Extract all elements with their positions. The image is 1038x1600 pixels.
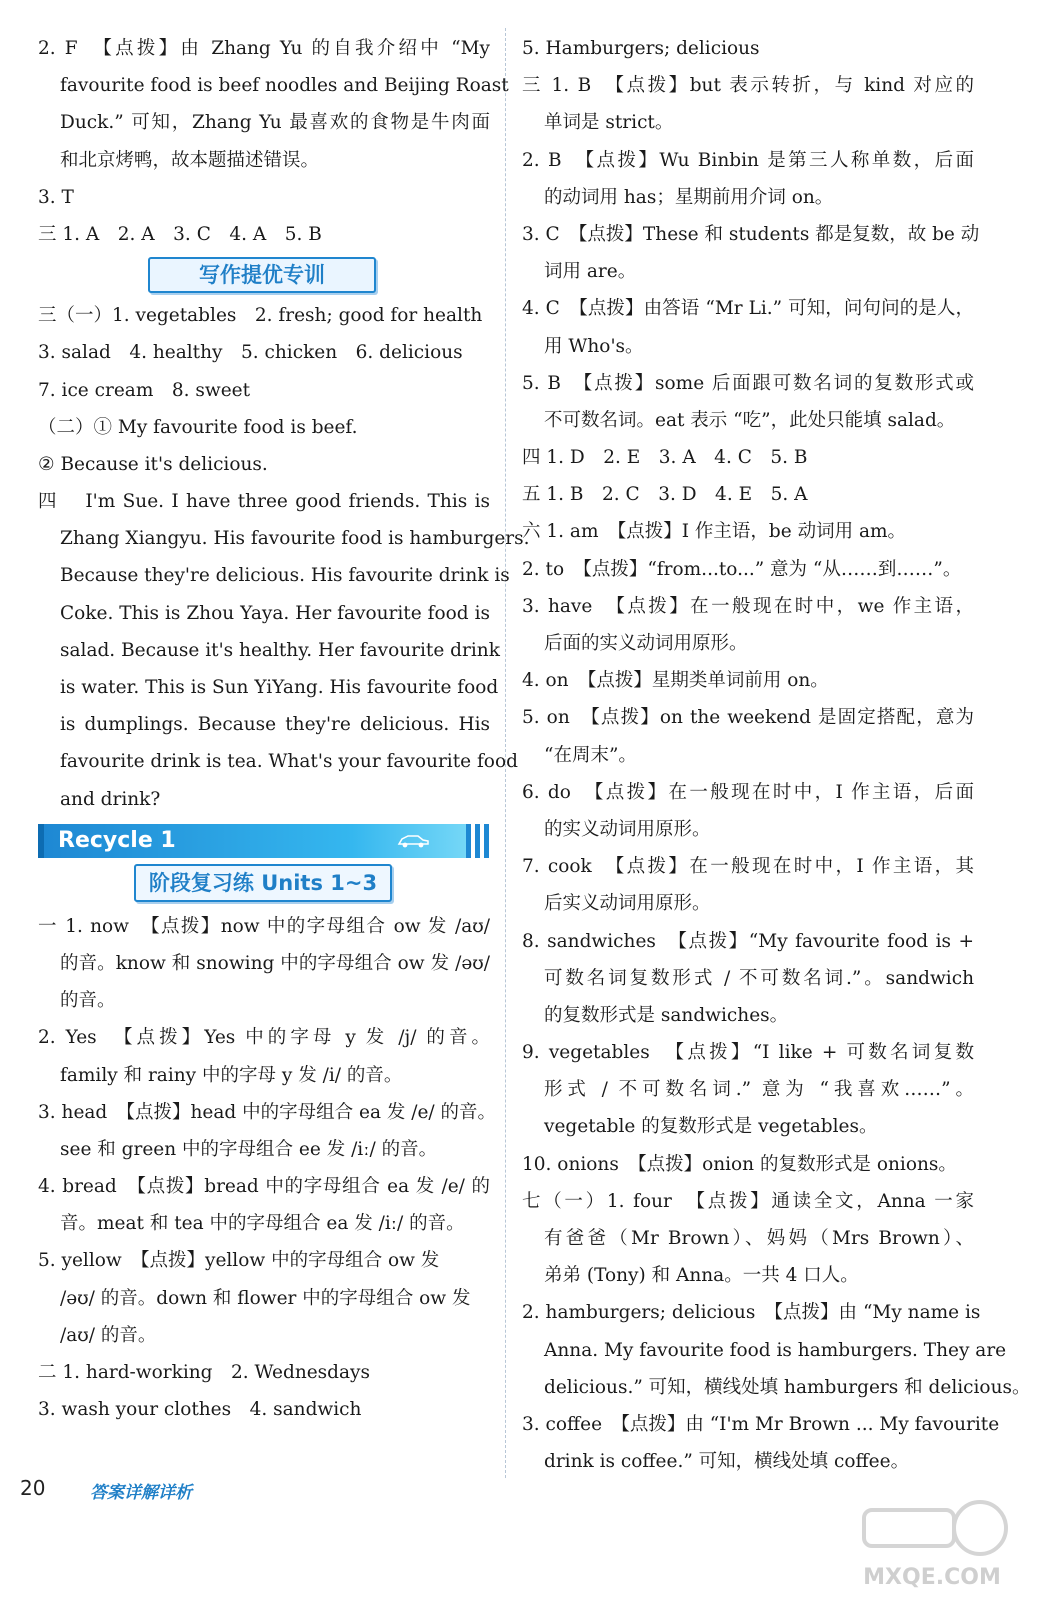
answer-line: favourite food is beef noodles and Beijing Roast xyxy=(60,75,509,97)
answer-line: ② Because it's delicious. xyxy=(38,453,268,475)
answer-line: Anna. My favourite food is hamburgers. They are xyxy=(544,1339,1007,1361)
essay-line: is water. This is Sun YiYang. His favourite food xyxy=(60,677,499,698)
answer-line: 弟弟 (Tony) 和 Anna。一共 4 口人。 xyxy=(544,1265,859,1287)
answer-line: 3. wash your clothes 4. sandwich xyxy=(38,1399,362,1421)
answer-line: 3. salad 4. healthy 5. chicken 6. delicious xyxy=(38,342,463,364)
answer-line: vegetable 的复数形式是 vegetables。 xyxy=(544,1116,878,1138)
answer-line: 三 1. B 【点拨】but 表示转折，与 kind 对应的 xyxy=(522,75,974,97)
answer-line: Duck.” 可知，Zhang Yu 最喜欢的食物是牛肉面 xyxy=(60,112,490,134)
answer-line: 单词是 strict。 xyxy=(544,112,674,134)
answer-line: 3. T xyxy=(38,186,74,208)
answer-line: 一 1. now 【点拨】now 中的字母组合 ow 发 /aʊ/ xyxy=(38,915,490,937)
answer-line: 3. C 【点拨】These 和 students 都是复数，故 be 动 xyxy=(522,223,980,245)
answer-line: 五 1. B 2. C 3. D 4. E 5. A xyxy=(522,484,808,506)
section-banner-stage-review: 阶段复习练 Units 1~3 xyxy=(134,864,392,902)
answer-line: 的动词用 has；星期前用介词 on。 xyxy=(544,186,834,208)
answer-line: 3. head 【点拨】head 中的字母组合 ea 发 /e/ 的音。 xyxy=(38,1101,497,1123)
stage-banner-row xyxy=(38,862,490,908)
writing-banner-row xyxy=(38,253,490,297)
answer-line: 10. onions 【点拨】onion 的复数形式是 onions。 xyxy=(522,1153,957,1175)
answer-line: 和北京烤鸭，故本题描述错误。 xyxy=(60,149,320,171)
essay-line: favourite drink is tea. What's your favourite food xyxy=(60,751,518,773)
answer-line: 2. F 【点拨】由 Zhang Yu 的自我介绍中 “My xyxy=(38,38,490,59)
left-column xyxy=(38,30,530,1428)
answer-line: 的音。 xyxy=(60,990,116,1012)
answer-line: 5. Hamburgers; delicious xyxy=(522,38,760,59)
answer-line: 2. B 【点拨】Wu Binbin 是第三人称单数，后面 xyxy=(522,149,974,171)
watermark-text: MXQE.COM xyxy=(863,1565,1001,1590)
answer-line: 3. have 【点拨】在一般现在时中，we 作主语， xyxy=(522,595,974,617)
answer-line: 4. C 【点拨】由答语 “Mr Li.” 可知，问句问的是人， xyxy=(522,298,974,320)
recycle-banner-row xyxy=(38,822,490,862)
answer-line: /aʊ/ 的音。 xyxy=(60,1324,157,1346)
answer-line: 四 1. D 2. E 3. A 4. C 5. B xyxy=(522,447,808,469)
answer-line: family 和 rainy 中的字母 y 发 /i/ 的音。 xyxy=(60,1064,403,1086)
answer-line: 6. do 【点拨】在一般现在时中，I 作主语，后面 xyxy=(522,781,974,803)
answer-line: 4. bread 【点拨】bread 中的字母组合 ea 发 /e/ 的 xyxy=(38,1176,490,1198)
right-column xyxy=(522,30,1031,1480)
answer-line: 三（一）1. vegetables 2. fresh; good for health xyxy=(38,305,483,327)
essay-line: and drink? xyxy=(60,788,161,810)
answer-line: 4. on 【点拨】星期类单词前用 on。 xyxy=(522,670,829,692)
answer-line: 的实义动词用原形。 xyxy=(544,818,711,840)
answer-line: 用 Who's。 xyxy=(544,335,644,357)
answer-line: 二 1. hard-working 2. Wednesdays xyxy=(38,1362,370,1383)
answer-line: see 和 green 中的字母组合 ee 发 /iː/ 的音。 xyxy=(60,1138,438,1160)
answer-line: 3. coffee 【点拨】由 “I'm Mr Brown ... My favourite xyxy=(522,1413,1000,1435)
answer-line: 8. sandwiches 【点拨】“My favourite food is + xyxy=(522,930,974,952)
answer-line: 5. B 【点拨】some 后面跟可数名词的复数形式或 xyxy=(522,372,974,394)
section-banner-writing: 写作提优专训 xyxy=(148,257,376,293)
essay-line: is dumplings. Because they're delicious. His xyxy=(60,714,490,736)
site-watermark xyxy=(852,1496,1012,1592)
essay-line: Because they're delicious. His favourite drink is xyxy=(60,565,510,587)
answer-line: 2. to 【点拨】“from...to...” 意为 “从……到……”。 xyxy=(522,558,962,580)
car-icon xyxy=(396,834,430,848)
answer-line: 词用 are。 xyxy=(544,261,637,283)
answer-line: “在周末”。 xyxy=(544,744,637,766)
answer-line: 音。meat 和 tea 中的字母组合 ea 发 /iː/ 的音。 xyxy=(60,1213,465,1235)
recycle-banner-stripes xyxy=(466,824,492,858)
answer-line: 7. ice cream 8. sweet xyxy=(38,379,251,401)
answer-line: 不可数名词。eat 表示 “吃”，此处只能填 salad。 xyxy=(544,409,956,431)
footer-brand: 答案详解详析 xyxy=(90,1483,192,1503)
answer-line: 7. cook 【点拨】在一般现在时中，I 作主语，其 xyxy=(522,856,974,878)
answer-line: 形式 / 不可数名词.” 意为 “我喜欢……”。 xyxy=(544,1079,974,1101)
answer-line: （二）① My favourite food is beef. xyxy=(38,416,358,438)
watermark-logo-icon xyxy=(852,1496,1012,1562)
essay-line: 四 I'm Sue. I have three good friends. This is xyxy=(38,491,490,513)
answer-line: 的复数形式是 sandwiches。 xyxy=(544,1004,789,1026)
answer-line: 后实义动词用原形。 xyxy=(544,893,711,915)
answer-line: 七（一）1. four 【点拨】通读全文，Anna 一家 xyxy=(522,1190,974,1212)
answer-line: 5. yellow 【点拨】yellow 中的字母组合 ow 发 xyxy=(38,1250,440,1272)
essay-line: Coke. This is Zhou Yaya. Her favourite food is xyxy=(60,602,490,624)
page-number: 20 xyxy=(20,1476,46,1500)
answer-line: 三 1. A 2. A 3. C 4. A 5. B xyxy=(38,223,322,245)
answer-line: 9. vegetables 【点拨】“I like + 可数名词复数 xyxy=(522,1042,974,1064)
essay-line: salad. Because it's healthy. Her favourite drink xyxy=(60,639,500,661)
answer-line: delicious.” 可知，横线处填 hamburgers 和 delicious。 xyxy=(544,1376,1031,1398)
answer-line: 后面的实义动词用原形。 xyxy=(544,633,748,654)
answer-line: 2. hamburgers; delicious 【点拨】由 “My name is xyxy=(522,1302,981,1324)
answer-line: drink is coffee.” 可知，横线处填 coffee。 xyxy=(544,1451,910,1473)
answer-line: 可数名词复数形式 / 不可数名词.”。sandwich xyxy=(544,967,974,989)
answer-line: 2. Yes 【点拨】Yes 中的字母 y 发 /j/ 的音。 xyxy=(38,1027,490,1049)
answer-line: 六 1. am 【点拨】I 作主语，be 动词用 am。 xyxy=(522,521,907,543)
answer-line: /əʊ/ 的音。down 和 flower 中的字母组合 ow 发 xyxy=(60,1287,471,1309)
answer-line: 5. on 【点拨】on the weekend 是固定搭配，意为 xyxy=(522,707,974,729)
answer-line: 有爸爸（Mr Brown）、妈妈（Mrs Brown）、 xyxy=(544,1228,974,1249)
answer-line: 的音。know 和 snowing 中的字母组合 ow 发 /əʊ/ xyxy=(60,952,490,974)
essay-line: Zhang Xiangyu. His favourite food is hamburgers. xyxy=(60,528,530,550)
recycle-title: Recycle 1 xyxy=(58,827,176,853)
